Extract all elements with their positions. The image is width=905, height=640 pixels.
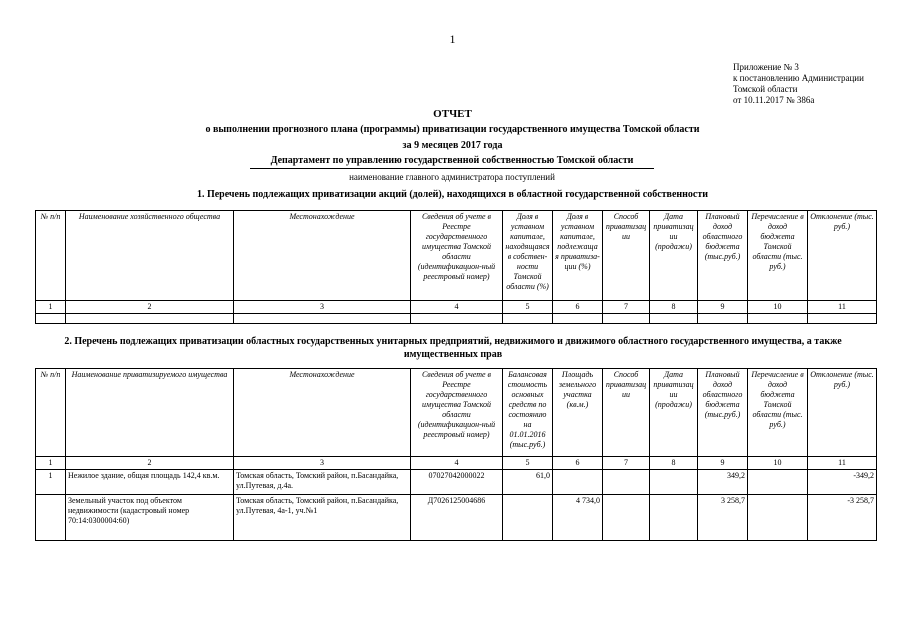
registry-number: 07027042000022 xyxy=(411,470,503,495)
s1-header-transfer: Перечисление в доход бюджета Томской области (тыс. руб.) xyxy=(748,211,808,301)
appendix-line: к постановлению Администрации xyxy=(733,73,864,83)
section1-header-row xyxy=(36,211,877,301)
section1-empty-row xyxy=(36,314,877,324)
report-period: за 9 месяцев 2017 года xyxy=(402,140,503,151)
appendix-block xyxy=(733,62,864,106)
privatization-method xyxy=(603,495,650,541)
s1-colnum: 9 xyxy=(698,301,748,314)
s1-header-registry: Сведения об учете в Реестре государственного имущества Томской области (идентификацион-ный реестровый номер) xyxy=(411,211,503,301)
report-title: ОТЧЕТ xyxy=(433,108,472,120)
s2-header-plan: Плановый доход областного бюджета (тыс.руб.) xyxy=(698,369,748,457)
section2-table xyxy=(35,368,877,541)
row-number: 1 xyxy=(36,470,66,495)
s2-header-method: Способ приватизац ии xyxy=(603,369,650,457)
planned-income: 3 258,7 xyxy=(698,495,748,541)
balance-value: 61,0 xyxy=(503,470,553,495)
asset-name: Нежилое здание, общая площадь 142,4 кв.м. xyxy=(66,470,234,495)
privatization-method xyxy=(603,470,650,495)
transferred-amount xyxy=(748,470,808,495)
s1-colnum: 8 xyxy=(650,301,698,314)
s2-colnum: 7 xyxy=(603,457,650,470)
asset-location: Томская область, Томский район, п.Басандайка, ул.Путевая, д.4а. xyxy=(234,470,411,495)
section1-title: 1. Перечень подлежащих приватизации акций (долей), находящихся в областной государственной собственности xyxy=(196,189,709,200)
s1-colnum: 1 xyxy=(36,301,66,314)
section1-number-row xyxy=(36,301,877,314)
s2-header-no: № п/п xyxy=(36,369,66,457)
s2-header-transfer: Перечисление в доход бюджета Томской области (тыс. руб.) xyxy=(748,369,808,457)
deviation-value: -349,2 xyxy=(808,470,877,495)
s1-colnum: 2 xyxy=(66,301,234,314)
section2-header-row xyxy=(36,369,877,457)
section2-title: 2. Перечень подлежащих приватизации областных государственных унитарных предприятий, недвижимого и движимого областного государственного имущества, а также имущественных прав xyxy=(64,336,842,360)
s2-colnum: 9 xyxy=(698,457,748,470)
s2-colnum: 3 xyxy=(234,457,411,470)
s2-colnum: 11 xyxy=(808,457,877,470)
s1-header-company: Наименование хозяйственного общества xyxy=(66,211,234,301)
appendix-line: Приложение № 3 xyxy=(733,62,799,72)
privatization-date xyxy=(650,470,698,495)
registry-number: Д7026125004686 xyxy=(411,495,503,541)
s1-colnum: 5 xyxy=(503,301,553,314)
asset-location: Томская область, Томский район, п.Басандайка, ул.Путевая, 4а-1, уч.№1 xyxy=(234,495,411,541)
land-area: 4 734,0 xyxy=(553,495,603,541)
section1-table xyxy=(35,210,877,324)
s1-header-no: № п/п xyxy=(36,211,66,301)
s2-colnum: 10 xyxy=(748,457,808,470)
s2-header-area: Площадь земельного участка (кв.м.) xyxy=(553,369,603,457)
s1-header-location: Местонахождение xyxy=(234,211,411,301)
page-number: 1 xyxy=(449,32,456,46)
s2-header-balance: Балансовая стоимость основных средств по состоянию на 01.01.2016 (тыс.руб.) xyxy=(503,369,553,457)
s1-header-share-owned: Доля в уставном капитале, находящаяся в собствен-ности Томской области (%) xyxy=(503,211,553,301)
s1-header-share-privatized: Доля в уставном капитале, подлежаща я приватиза-ции (%) xyxy=(553,211,603,301)
section2-number-row xyxy=(36,457,877,470)
s1-header-deviation: Отклонение (тыс. руб.) xyxy=(808,211,877,301)
appendix-line: Томской области xyxy=(733,84,798,94)
s2-colnum: 8 xyxy=(650,457,698,470)
s2-header-name: Наименование приватизируемого имущества xyxy=(66,369,234,457)
s2-colnum: 4 xyxy=(411,457,503,470)
s2-colnum: 5 xyxy=(503,457,553,470)
table-row xyxy=(36,470,877,495)
s2-colnum: 2 xyxy=(66,457,234,470)
row-number xyxy=(36,495,66,541)
s2-colnum: 6 xyxy=(553,457,603,470)
department-name: Департамент по управлению государственной собственностью Томской области xyxy=(270,155,634,166)
s1-colnum: 10 xyxy=(748,301,808,314)
privatization-date xyxy=(650,495,698,541)
s1-header-plan: Плановый доход областного бюджета (тыс.руб.) xyxy=(698,211,748,301)
s2-header-date: Дата приватизац ии (продажи) xyxy=(650,369,698,457)
s1-header-date: Дата приватизац ии (продажи) xyxy=(650,211,698,301)
appendix-line: от 10.11.2017 № 386а xyxy=(733,95,815,105)
s2-header-registry: Сведения об учете в Реестре государственного имущества Томской области (идентификацион-ный реестровый номер) xyxy=(411,369,503,457)
s1-colnum: 3 xyxy=(234,301,411,314)
department-caption: наименование главного администратора поступлений xyxy=(349,172,555,182)
s2-header-location: Местонахождение xyxy=(234,369,411,457)
land-area xyxy=(553,470,603,495)
planned-income: 349,2 xyxy=(698,470,748,495)
s1-header-method: Способ приватизац ии xyxy=(603,211,650,301)
table-row xyxy=(36,495,877,541)
s2-header-deviation: Отклонение (тыс. руб.) xyxy=(808,369,877,457)
balance-value xyxy=(503,495,553,541)
report-subtitle: о выполнении прогнозного плана (программы) приватизации государственного имущества Томской области xyxy=(205,124,700,135)
deviation-value: -3 258,7 xyxy=(808,495,877,541)
s1-colnum: 6 xyxy=(553,301,603,314)
s1-colnum: 11 xyxy=(808,301,877,314)
transferred-amount xyxy=(748,495,808,541)
asset-name: Земельный участок под объектом недвижимости (кадастровый номер 70:14:0300004:60) xyxy=(66,495,234,541)
department-underline xyxy=(250,168,654,169)
s1-colnum: 7 xyxy=(603,301,650,314)
s2-colnum: 1 xyxy=(36,457,66,470)
s1-colnum: 4 xyxy=(411,301,503,314)
